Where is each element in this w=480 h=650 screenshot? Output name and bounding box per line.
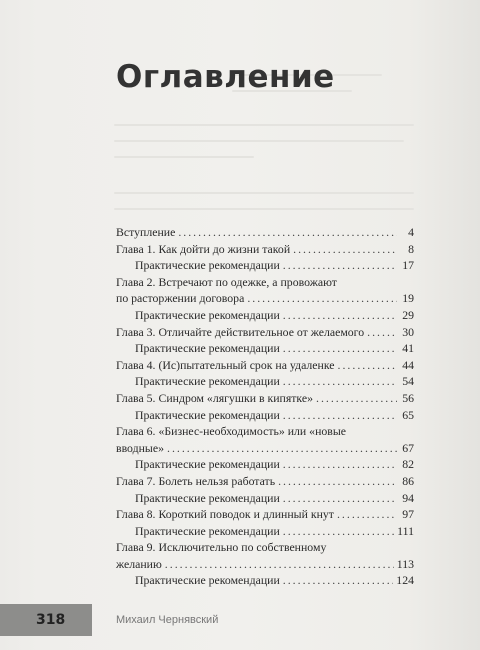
- toc-entry: [116, 539, 414, 556]
- toc-entry-title: Глава 2. Встречают по одежке, а провожают: [116, 274, 337, 289]
- toc-page-number: 4: [408, 225, 414, 239]
- toc-entry-title: по расторжении договора: [116, 291, 245, 306]
- toc-dot-leader: [283, 456, 397, 473]
- toc-dot-leader: [167, 440, 397, 457]
- toc-entry-title: Практические рекомендации: [135, 258, 280, 273]
- toc-page-number: 97: [402, 507, 414, 522]
- toc-dot-leader: [337, 506, 397, 523]
- toc-dot-leader: [165, 556, 394, 573]
- toc-page-number: 65: [402, 407, 414, 422]
- toc-dot-leader: [316, 390, 397, 407]
- toc-entry-title: Практические рекомендации: [135, 307, 280, 322]
- toc-page-number: 29: [402, 307, 414, 322]
- toc-dot-leader: [283, 373, 397, 390]
- toc-entry: [116, 390, 414, 407]
- toc-entry: [116, 423, 414, 440]
- toc-dot-leader: [283, 572, 394, 589]
- toc-entry: [116, 440, 414, 457]
- running-footer-author: Михаил Чернявский: [116, 614, 219, 626]
- toc-entry-title: Глава 1. Как дойти до жизни такой: [116, 241, 291, 256]
- toc-dot-leader: [283, 523, 394, 540]
- page-number: 318: [36, 612, 66, 628]
- toc-entry: [116, 473, 414, 490]
- toc-entry-title: Практические рекомендации: [135, 341, 280, 356]
- toc-dot-leader: [367, 324, 397, 341]
- toc-dot-leader: [283, 340, 397, 357]
- toc-page-number: 111: [397, 523, 414, 538]
- toc-entry: [116, 324, 414, 341]
- toc-entry-title: Практические рекомендации: [135, 457, 280, 472]
- toc-dot-leader: [338, 357, 397, 374]
- toc-entry-title: вводные»: [116, 440, 164, 455]
- toc-entry-title: Глава 4. (Ис)пытательный срок на удаленке: [116, 357, 335, 372]
- page-title: Оглавление: [116, 59, 335, 95]
- toc-page-number: 17: [402, 258, 414, 273]
- toc-entry-title: желанию: [116, 556, 162, 571]
- toc-entry-title: Глава 5. Синдром «лягушки в кипятке»: [116, 390, 313, 405]
- toc-subentry: [116, 307, 414, 324]
- toc-entry-title: Практические рекомендации: [135, 490, 280, 505]
- toc-page-number: 124: [396, 573, 414, 588]
- toc-subentry: [116, 572, 414, 589]
- toc-entry: [116, 224, 414, 241]
- toc-subentry: [116, 407, 414, 424]
- toc-entry-title: Практические рекомендации: [135, 374, 280, 389]
- toc-entry: [116, 357, 414, 374]
- toc-dot-leader: [283, 490, 397, 507]
- toc-entry-title: Глава 6. «Бизнес-необходимость» или «новые: [116, 424, 347, 439]
- toc-dot-leader: [293, 241, 397, 258]
- toc-page-number: 56: [402, 390, 414, 405]
- toc-dot-leader: [178, 224, 397, 241]
- toc-page-number: 54: [402, 374, 414, 389]
- toc-subentry: [116, 456, 414, 473]
- toc-entry-title: Практические рекомендации: [135, 573, 280, 588]
- show-through-line: [114, 140, 404, 142]
- toc-dot-leader: [283, 407, 397, 424]
- toc-subentry: [116, 523, 414, 540]
- toc-entry: [116, 506, 414, 523]
- toc-page-number: 94: [402, 490, 414, 505]
- toc-entry-title: Практические рекомендации: [135, 523, 280, 538]
- toc-page-number: 41: [402, 341, 414, 356]
- toc-entry-title: Глава 3. Отличайте действительное от желаемого: [116, 324, 365, 339]
- toc-entry-title: Вступление: [116, 225, 176, 239]
- toc-page-number: 82: [402, 457, 414, 472]
- toc-page-number: 30: [402, 324, 414, 339]
- toc-subentry: [116, 373, 414, 390]
- toc-entry: [116, 290, 414, 307]
- show-through-line: [114, 192, 414, 194]
- toc-entry-title: Практические рекомендации: [135, 407, 280, 422]
- toc-entry: [116, 556, 414, 573]
- toc-page-number: 19: [402, 291, 414, 306]
- toc-entry: [116, 274, 414, 291]
- toc-entry-title: Глава 9. Исключительно по собственному: [116, 540, 327, 555]
- toc-subentry: [116, 340, 414, 357]
- toc-page-number: 44: [402, 357, 414, 372]
- toc-subentry: [116, 257, 414, 274]
- toc-dot-leader: [278, 473, 397, 490]
- table-of-contents: [116, 224, 414, 589]
- toc-entry: [116, 241, 414, 258]
- show-through-line: [114, 156, 254, 158]
- toc-page-number: 67: [402, 440, 414, 455]
- toc-dot-leader: [247, 290, 397, 307]
- toc-dot-leader: [283, 307, 397, 324]
- show-through-line: [114, 208, 414, 210]
- toc-subentry: [116, 490, 414, 507]
- toc-page-number: 8: [408, 241, 414, 256]
- toc-page-number: 113: [396, 556, 414, 571]
- toc-entry-title: Глава 8. Короткий поводок и длинный кнут: [116, 507, 334, 522]
- toc-entry-title: Глава 7. Болеть нельзя работать: [116, 473, 276, 488]
- show-through-line: [114, 124, 414, 126]
- toc-page-number: 86: [402, 473, 414, 488]
- toc-dot-leader: [283, 257, 397, 274]
